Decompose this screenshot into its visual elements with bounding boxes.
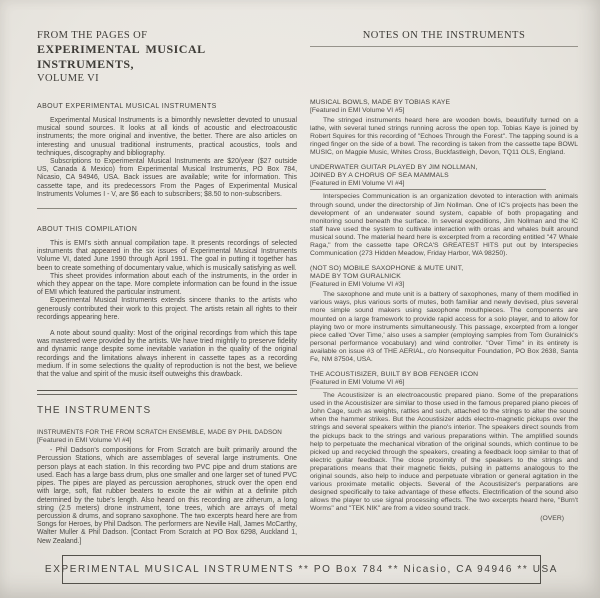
section-heading-about-compilation: ABOUT THIS COMPILATION [37, 226, 138, 234]
header-rule [310, 46, 578, 47]
entry-title-line2: JOINED BY A CHORUS OF SEA MAMMALS [310, 172, 449, 180]
entry-featured-note: [Featured in EMI Volume VI #4] [37, 437, 132, 445]
over-label: (OVER) [540, 515, 564, 523]
entry-title-line1: (NOT SO) MOBILE SAXOPHONE & MUTE UNIT, [310, 265, 464, 273]
paragraph: A note about sound quality: Most of the original recordings from which this tape was mastered were provided by the artists. We have tried mightily to preserve fidelity and dynamic range despite some inevitable variation in the quality of the original recordings and the limitations always inherent in cassette tapes as a recording medium. If in some selections the quality of reproduction is not the best, we believe that the value and spirit of the music itself outweighs this drawback. [37, 330, 297, 379]
entry-body: The Acoustisizer is an electroacoustic prepared piano. Some of the preparations used in the Acoustisizer are similar to those used in the famous prepared piano pieces of John Cage, such as weights, rattles and such, attached to the strings to alter the sound when the hammer strikes. But the Acoustisizer adds electro-magnetic pickups over the strings and several speakers within the piano's interior. The speakers direct sounds from the pickups back to the strings and various preparations within. The amplified sounds help to perpetuate the mechanical vibration of the original sounds, which continue to be picked up and recycled through the speakers, creating a feedback loop similar to that of electric guitar feedback. The close proximity of the speakers to the strings and preparations means that their magnetic fields, pulsing in patterns analogous to the original sounds, also help to induce and perpetuate vibration or general agitation in the various proximate metallic objects. Several of the Acoustisizer's perparations are designed specifically to take advantage of these effects. Electrification of the sound also allows the player to use signal processing effects. The two excerpts heard here, "Burn't Worms" and "TEK NIK" are from a video sound track. [310, 392, 578, 513]
entry-body: The saxophone and mute unit is a battery of saxophones, many of them modified in various ways, plus various sorts of mutes, both familiar and newly devised, plus several more simple sound makers using saxophone mouthpieces. The components are mounted on a large framework to provide rapid access for a solo player, and to allow for playing two or more instruments simultaneously. This passage, excerpted from a longer piece called 'Over Time,' also uses a sampler (employing samples from Tom Guralnick's personal performance vocabulary) and wind controller. "Over Time" in its entirety is available on issue #3 of THE AERIAL, c/o Nonsequitur Foundation, PO Box 2638, Santa Fe, NM 87504, USA. [310, 291, 578, 363]
section-heading-about-emi: ABOUT EXPERIMENTAL MUSICAL INSTRUMENTS [37, 103, 217, 110]
paragraph: Experimental Musical Instruments extends sincere thanks to the artists who generously contributed their work to this project. The artists retain all rights to their recordings appearing here. [37, 297, 297, 321]
entry-title-line1: UNDERWATER GUITAR PLAYED BY JIM NOLLMAN, [310, 164, 478, 172]
instrument-entry-acoustisizer [310, 371, 578, 522]
instrument-entry-from-scratch [37, 429, 297, 545]
page-title-line2: EXPERIMENTAL MUSICAL INSTRUMENTS, [37, 42, 205, 71]
section-heading-the-instruments: THE INSTRUMENTS [37, 405, 152, 417]
entry-body: Interspecies Communication is an organization devoted to interaction with animals through sound, under the directorship of Jim Nollman. One of IC's projects has been the development of an underwater sound system, capable of both propagating and monitoring sound beneath the surface. In several expeditions, Jim Nollman and the IC staff have used the system to cultivate interaction with orcas and whales built around musical sound. The material heard here is excerpted from a recording entitled "47 Whale Raga," from the cassette tape ORCA'S GREATEST HITS put out by Interspecies Communication (273 Hidden Meadow, Friday Harbor, WA 98250). [310, 193, 578, 258]
entry-featured-note: [Featured in EMI Volume VI #4] [310, 180, 546, 190]
page-title-line1: FROM THE PAGES OF [37, 30, 148, 41]
instrument-entry-mobile-saxophone [310, 265, 578, 364]
paragraph: This sheet provides information about each of the instruments, in the order in which they appear on the tape. More complete information can be found in the issue of EMI which featured the particular instrument. [37, 272, 297, 297]
entry-title: INSTRUMENTS FOR THE FROM SCRATCH ENSEMBLE, MADE BY PHIL DADSON [37, 429, 282, 437]
entry-body: - Phil Dadson's compositions for From Scratch are built primarily around the Percussion Stations, which are assemblages of several large instruments. One person plays at each station. In this recording two PVC pipe and drum stations are used. Each has a large bass drum, plus one smaller and one larger set of tuned PVC pipes. The pipes are played as percussion aerophones, struck over the open end with large, soft, flat rubber beaters to excite the air within at a definite pitch determined by the tube's length. Also heard on this recording are zitherum, a long string (2.5 meters) drone instrument, tone trees, which are arrays of metal percussion & drums, and soprano saxophone. The two excerpts heard here are from Songs for Heroes, by Phil Dadson. The performers are Neville Hall, James McCarthy, Walter Muller & Phil Dadson. [Contact From Scratch at PO Box 6298, Auckland 1, New Zealand.] [37, 447, 297, 545]
entry-title: THE ACOUSTISIZER, BUILT BY BOB FENGER ICON [310, 371, 479, 379]
address-box [44, 555, 559, 584]
address-text: EXPERIMENTAL MUSICAL INSTRUMENTS ** PO Box 784 ** Nicasio, CA 94946 ** USA [44, 564, 559, 575]
section-divider [37, 208, 297, 211]
entry-title-line2: MADE BY TOM GURALNICK [310, 273, 401, 281]
entry-featured-note: [Featured in EMI Volume VI #5] [310, 107, 405, 114]
page-title-right: NOTES ON THE INSTRUMENTS [362, 30, 526, 41]
page-title-line3: VOLUME VI [37, 73, 100, 84]
entry-body: The stringed instruments heard here are wooden bowls, beautifully turned on a lathe, with several tuned strings running across the open top. Tobias Kaye is joined by Robert Squires for this recording of "Echoes Through the Forest". The tapping sound is a ringed finger on the side of a bowl. The recording is taken from the cassette tape BOWL MUSIC, on Magpie Music, Whites Cross, Buckfastleigh, Devon, TQ11 OLS, England. [310, 117, 578, 157]
entry-title: MUSICAL BOWLS, MADE BY TOBIAS KAYE [310, 99, 451, 106]
entry-featured-note: [Featured in EMI Volume VI #3] [310, 281, 405, 289]
instrument-entry-musical-bowls [310, 99, 578, 157]
paragraph: Subscriptions to Experimental Musical Instruments are $20/year ($27 outside US, Canada & Mexico) from Experimental Musical Instruments, PO Box 784, Nicasio, CA 94946, USA. Back issues are available; write for information. This cassette tape, and its predecessors From the Pages of Experimental Musical Instruments Volumes I - V, are $6 each to subscribers; $8.50 to non-subscribers. [37, 158, 297, 198]
right-column [310, 99, 578, 529]
instrument-entry-underwater-guitar [310, 164, 578, 258]
entry-featured-note: [Featured in EMI Volume VI #6] [310, 379, 578, 389]
paragraph: This is EMI's sixth annual compilation tape. It presents recordings of selected instruments that appeared in the six issues of Experimental Musical Instruments Volume VI, dated June 1990 through April 1991. The goal in putting it together has been to create something of documentary value, which is musically satisfying as well. [37, 240, 297, 272]
left-column [37, 103, 297, 553]
paragraph: Experimental Musical Instruments is a bimonthly newsletter devoted to unusual musical sound sources. It looks at all kinds of acoustic and electroacoustic instruments; the more original and inventive, the better. There are also articles on interesting and unusual traditional instruments, practical acoustics, tools and techniques, discography and bibliography. [37, 117, 297, 157]
page-title-left [37, 30, 307, 84]
double-divider [37, 390, 297, 395]
